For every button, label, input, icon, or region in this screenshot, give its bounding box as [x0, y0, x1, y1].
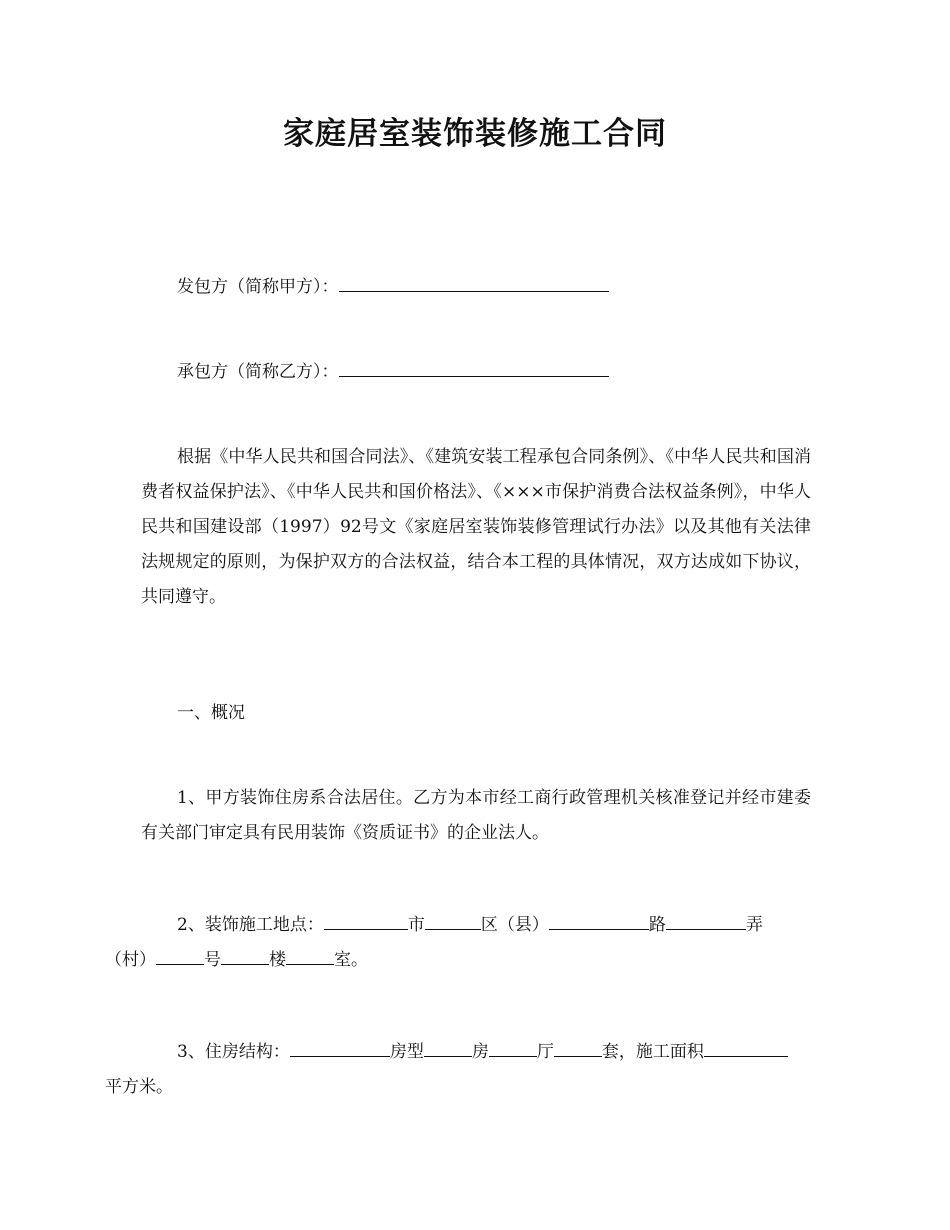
structure-blank: [290, 1042, 390, 1057]
village-label: （村）: [105, 950, 156, 970]
party-a-line: [141, 270, 811, 305]
layout-label: 房型: [389, 1042, 424, 1062]
lane-label: 弄: [745, 915, 763, 935]
district-label: 区（县）: [480, 915, 549, 935]
party-a-blank: [339, 277, 609, 292]
halls-blank: [489, 1042, 537, 1057]
road-blank: [549, 915, 649, 930]
preamble-paragraph: 根据《中华人民共和国合同法》、《建筑安装工程承包合同条例》、《中华人民共和国消费者权益保护法》、《中华人民共和国价格法》、《×××市保护消费合法权益条例》，中华人民共和国建设部（1997）92号文《家庭居室装饰装修管理试行办法》以及其他有关法律法规规定的原则，为保护双方的合法权益，结合本工程的具体情况，双方达成如下协议，共同遵守。: [141, 447, 811, 607]
sets-blank: [554, 1042, 602, 1057]
clause-3-label: 3、住房结构：: [177, 1042, 290, 1062]
city-label: 市: [407, 915, 425, 935]
city-blank: [324, 915, 408, 930]
building-blank: [221, 950, 269, 965]
district-blank: [425, 915, 481, 930]
number-blank: [156, 950, 204, 965]
halls-label: 厅: [536, 1042, 554, 1062]
party-b-label: 承包方（简称乙方）：: [177, 362, 339, 382]
rooms-label: 房: [471, 1042, 489, 1062]
clause-3: [105, 1035, 811, 1105]
section-heading: 一、概况: [177, 703, 245, 723]
clause-1: 1、甲方装饰住房系合法居住。乙方为本市经工商行政管理机关核准登记并经市建委有关部门审定具有民用装饰《资质证书》的企业法人。: [141, 788, 811, 843]
room-label: 室。: [334, 950, 368, 970]
document-title: 家庭居室装饰装修施工合同: [283, 116, 667, 152]
road-label: 路: [648, 915, 666, 935]
area-unit-label: 平方米。: [105, 1077, 173, 1097]
lane-blank: [666, 915, 746, 930]
clause-2: [105, 908, 811, 978]
room-blank: [286, 950, 334, 965]
number-label: 号: [204, 950, 221, 970]
area-blank: [704, 1042, 788, 1057]
party-b-line: [141, 355, 811, 390]
sets-label: 套，施工面积: [601, 1042, 704, 1062]
rooms-blank: [424, 1042, 472, 1057]
clause-2-label: 2、装饰施工地点：: [177, 915, 324, 935]
building-label: 楼: [269, 950, 286, 970]
party-a-label: 发包方（简称甲方）：: [177, 277, 339, 297]
party-b-blank: [339, 362, 609, 377]
